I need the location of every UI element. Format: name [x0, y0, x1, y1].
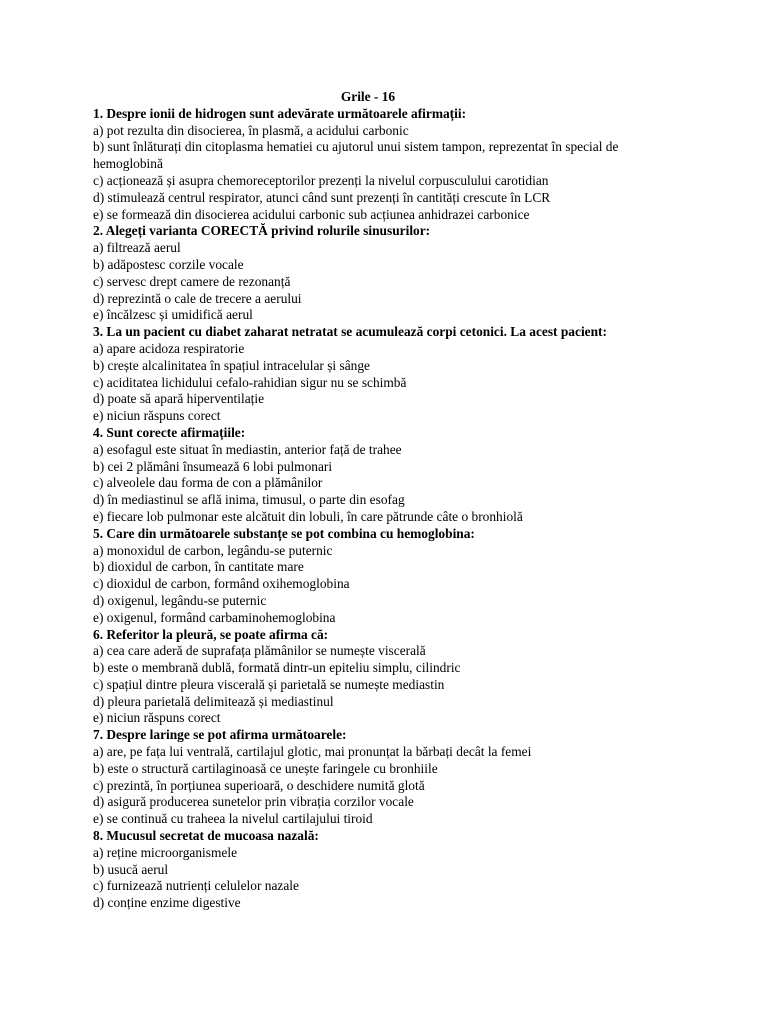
answer-option: a) apare acidoza respiratorie [93, 340, 245, 356]
answer-option: c) prezintă, în porțiunea superioară, o deschidere numită glotă [93, 777, 425, 793]
question-block [93, 425, 643, 526]
question-text: 2. Alegeți varianta CORECTĂ privind rolurile sinusurilor: [93, 223, 431, 239]
question-block [93, 526, 643, 627]
answer-option: a) filtrează aerul [93, 240, 181, 256]
document-title: Grile - 16 [340, 89, 396, 104]
answer-option: b) cei 2 plămâni însumează 6 lobi pulmonari [93, 458, 333, 474]
question-list [93, 106, 643, 912]
question-block [93, 324, 643, 425]
question-block [93, 106, 643, 224]
answer-option: a) monoxidul de carbon, legându-se puternic [93, 542, 333, 558]
answer-option: c) spațiul dintre pleura viscerală și parietală se numește mediastin [93, 676, 445, 692]
answer-option: a) pot rezulta din disocierea, în plasmă, a acidului carbonic [93, 122, 409, 138]
answer-option: a) are, pe fața lui ventrală, cartilajul glotic, mai pronunțat la bărbați decât la femei [93, 744, 532, 760]
answer-option: c) aciditatea lichidului cefalo-rahidian sigur nu se schimbă [93, 374, 407, 390]
answer-option: c) furnizează nutrienți celulelor nazale [93, 878, 299, 894]
question-text: 8. Mucusul secretat de mucoasa nazală: [93, 828, 319, 844]
answer-option: e) niciun răspuns corect [93, 408, 221, 424]
answer-option: e) oxigenul, formând carbaminohemoglobina [93, 609, 336, 625]
question-block [93, 727, 643, 828]
question-text: 4. Sunt corecte afirmațiile: [93, 424, 246, 440]
answer-option: b) adăpostesc corzile vocale [93, 256, 244, 272]
question-text: 7. Despre laringe se pot afirma următoarele: [93, 727, 347, 743]
answer-option: b) este o structură cartilaginoasă ce unește faringele cu bronhiile [93, 760, 438, 776]
document-content [93, 89, 643, 912]
answer-option: d) în mediastinul se află inima, timusul, o parte din esofag [93, 492, 405, 508]
question-block [93, 223, 643, 324]
answer-option: d) asigură producerea sunetelor prin vibrația corzilor vocale [93, 794, 414, 810]
question-text: 6. Referitor la pleură, se poate afirma că: [93, 626, 329, 642]
answer-option: e) încălzesc și umidifică aerul [93, 307, 253, 323]
question-text: 3. La un pacient cu diabet zaharat netratat se acumulează corpi cetonici. La acest pacient: [93, 324, 607, 340]
answer-option: d) reprezintă o cale de trecere a aerului [93, 290, 302, 306]
answer-option: b) crește alcalinitatea în spațiul intracelular și sânge [93, 357, 370, 373]
question-block [93, 828, 643, 912]
answer-option: c) servesc drept camere de rezonanță [93, 273, 291, 289]
question-text: 5. Care din următoarele substanțe se pot combina cu hemoglobina: [93, 525, 475, 541]
answer-option: c) alveolele dau forma de con a plămânilor [93, 475, 323, 491]
answer-option: d) conține enzime digestive [93, 895, 241, 911]
answer-option: b) dioxidul de carbon, în cantitate mare [93, 559, 304, 575]
question-text: 1. Despre ionii de hidrogen sunt adevărate următoarele afirmații: [93, 105, 467, 121]
answer-option: a) reține microorganismele [93, 844, 238, 860]
answer-option: b) este o membrană dublă, formată dintr-un epiteliu simplu, cilindric [93, 660, 461, 676]
answer-option: e) se formează din disocierea acidului carbonic sub acțiunea anhidrazei carbonice [93, 206, 530, 222]
answer-option: d) stimulează centrul respirator, atunci când sunt prezenți în cantități crescute în LCR [93, 189, 551, 205]
answer-option: e) fiecare lob pulmonar este alcătuit din lobuli, în care pătrunde câte o bronhiolă [93, 508, 523, 524]
answer-option: a) cea care aderă de suprafața plămânilor se numește viscerală [93, 643, 426, 659]
answer-option: a) esofagul este situat în mediastin, anterior față de trahee [93, 441, 402, 457]
answer-option: d) pleura parietală delimitează și mediastinul [93, 693, 334, 709]
answer-option: c) acționează și asupra chemoreceptorilor prezenți la nivelul corpusculului carotidian [93, 172, 549, 188]
answer-option: e) niciun răspuns corect [93, 710, 221, 726]
answer-option: e) se continuă cu traheea la nivelul cartilajului tiroid [93, 811, 373, 827]
question-block [93, 627, 643, 728]
answer-option: b) sunt înlăturați din citoplasma hematiei cu ajutorul unui sistem tampon, reprezentat în special de hemoglobină [93, 139, 619, 172]
answer-option: d) oxigenul, legându-se puternic [93, 592, 267, 608]
answer-option: c) dioxidul de carbon, formând oxihemoglobina [93, 576, 350, 592]
answer-option: d) poate să apară hiperventilație [93, 391, 265, 407]
answer-option: b) usucă aerul [93, 861, 169, 877]
